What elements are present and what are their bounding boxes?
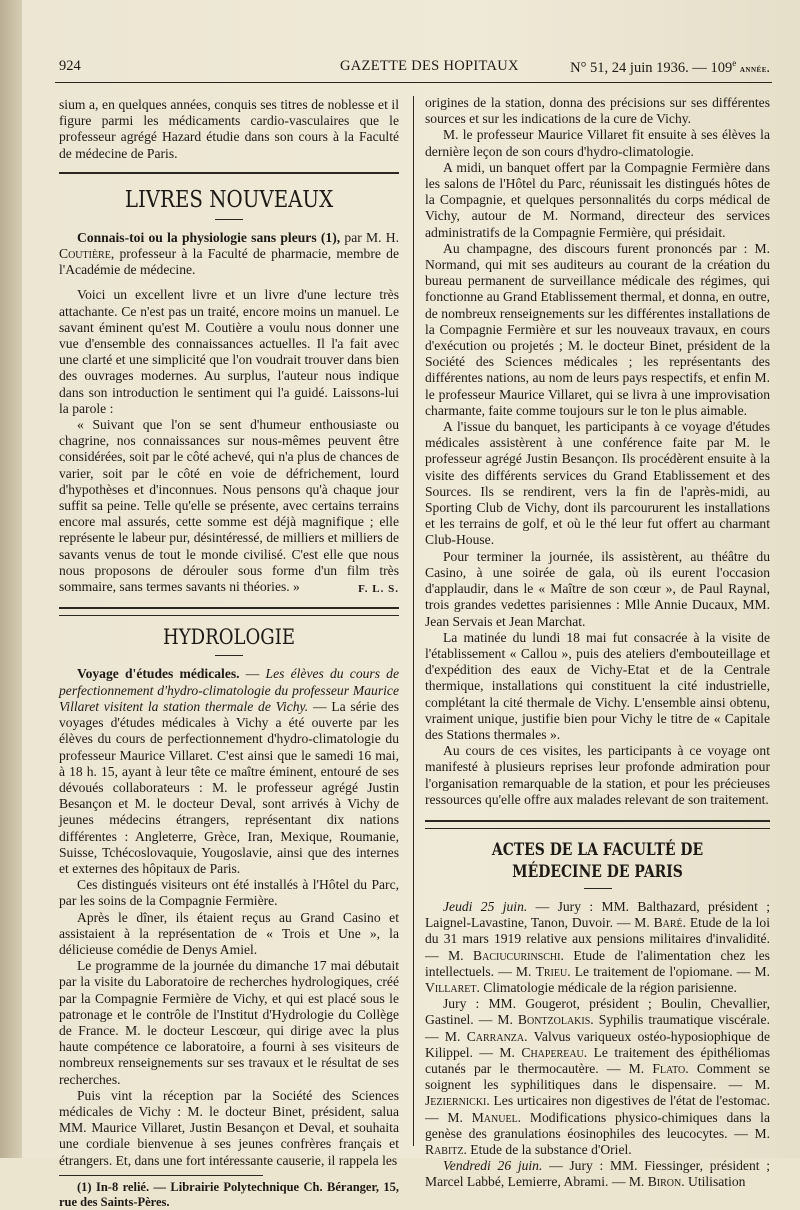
page-spine-shadow [0,0,22,1158]
jeudi-text-a: — Jury : MM. Balthazard, président ; Laignel-Lavastine, Tanon, Duvoir. — M. [425,898,771,931]
right-paragraph-7: La matinée du lundi 18 mai fut consacrée à la visite de l'établissement « Callou », puis des ateliers d'embouteillage et d'expédition des eaux de Vichy-Etat et de la Centrale thermique, installations qui constituent la cité industrielle, complétant la cité thermale de Vichy. L'ensemble ainsi obtenu, vraiment unique, justifie bien pour Vichy le titre de « Capitale des Stations thermales ». [425,629,770,742]
heading-dash [215,219,243,220]
right-column [425,95,770,1191]
voyage-title: Voyage d'études médicales. [77,666,240,682]
actes-faculte-heading: ACTES DE LA FACULTÉ DE MÉDECINE DE PARIS [491,839,704,882]
livres-nouveaux-heading: LIVRES NOUVEAUX [124,186,334,213]
jury2-text-b: Syphilis traumatique viscérale. — M. [425,1012,770,1044]
right-paragraph-8: Au cours de ces visites, les participants à ce voyage ont manifesté à plusieurs reprises leur profonde admiration pour l'organisation remarquable de la station, et pour les précieuses ressources qu'elle offre aux malades relevant de son traitement. [425,743,770,807]
candidate-carranza: Carranza. [466,1028,528,1044]
book-author: Coutière, [59,246,115,262]
jury2-text-a: Jury : MM. Gougerot, président ; Boulin, Chevallier, Gastinel. — M. [425,996,770,1028]
right-paragraph-2: M. le professeur Maurice Villaret fit ensuite à ses élèves la dernière leçon de son cours d'hydro-climatologie. [425,127,770,159]
jury2-text-f: Les urticaires non digestives de l'état de l'estomac. — M. [425,1093,770,1125]
candidate-biron: Biron. [647,1174,685,1190]
left-column [59,97,399,1210]
running-header [55,58,770,80]
vendredi-date: Vendredi 26 juin. [443,1158,543,1174]
review-signature: F. L. S. [358,583,399,596]
book-author-post: professeur à la Faculté de pharmacie, membre de l'Académie de médecine. [59,246,399,278]
voyage-paragraph [59,666,399,877]
candidate-manuel: Manuel. [471,1109,522,1125]
jury2-text-e: Comment se soignent les syphilitiques dans le dispensaire. — M. [425,1060,770,1093]
issue-date [570,58,770,77]
book-author-pre: par M. H. [340,229,399,245]
jury2-text-h: Etude de la substance d'Oriel. [466,1141,632,1157]
footnote-rule [59,1175,263,1176]
column-divider [413,96,414,1146]
candidate-jezierniski: Jezierniсki. [425,1093,490,1109]
candidate-rabitz: Rabitz. [425,1141,467,1157]
header-rule [55,82,772,83]
review-quote: « Suivant que l'on se sent d'humeur enthousiaste ou chagrine, nos connaissances sur nous-mêmes peuvent être considérées, soit par le côté achevé, qui n'a plus de chances de varier, soit par le côté en voie de défrichement, lourd d'hypothèses et d'inconnues. Nous pensons qu'à chaque jour suffit sa peine. Telle qu'elle se présente, avec certains terrains encore mal assurés, cette somme est déjà magnifique ; elle représente le labeur pur, désintéressé, de milliers et milliers de savants venus de tout le monde civilisé. C'est elle que nous nous proposons de dérouler sous forme d'un film très sommaire, sans termes savants ni théories. » [59,417,399,595]
jury2-text-d: Le traitement des épithéliomas cutanés par le thermocautère. — M. [425,1044,770,1076]
journal-title: GAZETTE DES HOPITAUX [340,58,519,74]
candidate-baciucurinschi: Baciucurinschi. [473,947,564,963]
jeudi-entry [425,899,770,996]
book-entry [59,230,399,279]
right-paragraph-1: origines de la station, donna des précisions sur ses différentes sources et sur les indications de la cure de Vichy. [425,95,770,127]
section-separator-thin-2 [425,828,770,829]
issue-year-word: année. [739,63,770,75]
book-title: Connais-toi ou la physiologie sans pleurs (1), [77,229,341,245]
jeudi-text-b: Etude de la loi du 31 mars 1919 relative aux pensions militaires d'invalidité. — M. [425,915,771,963]
jury-2-entry [425,996,770,1158]
actes-heading-wrap [425,839,770,883]
candidate-bontzolakis: Bontzolakis. [517,1012,594,1028]
issue-superscript: e [732,58,737,68]
vendredi-text-b: Utilisation [684,1174,746,1190]
section-separator-thin [59,615,399,616]
candidate-chapereau: Chapereau. [521,1044,588,1060]
jury2-text-c: Valvus variqueux ostéo-hyposiophique de Kilippel. — M. [425,1028,770,1060]
issue-date-text: N° 51, 24 juin 1936. — 109 [570,59,733,76]
jeudi-date: Jeudi 25 juin. [443,898,528,914]
candidate-villaret: Villaret. [425,979,480,995]
section-separator [59,172,399,174]
jeudi-text-d: Le traitement de l'opiomane. — M. [570,963,770,979]
hydro-paragraph-3: Après le dîner, ils étaient reçus au Grand Casino et assistaient à la représentation de « Trois et Une », la délicieuse comédie de Denys Amiel. [59,909,399,957]
section-separator-2 [59,607,399,609]
vendredi-entry [425,1158,770,1190]
candidate-trieu: Trieu. [535,963,571,979]
voyage-dash: — [239,666,266,682]
candidate-flato: Flato. [652,1060,689,1076]
voyage-subtitle: Les élèves du cours de perfectionnement d'hydro-climatologie du professeur Maurice Villaret visitent la station thermale de Vichy. [59,666,400,714]
voyage-text: — La série des voyages d'études médicales à Vichy a été ouverte par les élèves du cours de perfectionnement d'hydro-climatologie du professeur Maurice Villaret. C'est ainsi que le samedi 16 mai, à 18 h. 15, ayant à leur tête ce maître éminent, entouré de ses dévoués collaborateurs : M. le professeur agrégé Justin Besançon et M. le docteur Deval, sont arrivés à Vichy de jeunes médecins étrangers, représentant dix nations différentes : Angleterre, Grèce, Iran, Mexique, Roumanie, Suisse, Tchécoslovaquie, Yougoslavie, ainsi que des internes et externes des hôpitaux de Paris. [59,698,399,876]
right-paragraph-4: Au champagne, des discours furent prononcés par : M. Normand, qui mit ses auditeurs au courant de la création du bureau permanent de surveillance médicale des régimes, qui fonctionne au Grand Etablissement thermal, et donna, en outre, de nombreux renseignements sur les différentes installations de la Compagnie Fermière et sur les nouveaux travaux, en cours d'exécution ou projetés ; M. le docteur Binet, président de la Société des Sciences médicales ; les représentants des différentes nations, au nom de leurs pays respectifs, et enfin M. le professeur Maurice Villaret, qui se livra à une improvisation charmante, faite comme toujours sur le ton le plus aimable. [425,240,770,418]
hydro-heading-wrap [59,624,399,650]
right-paragraph-6: Pour terminer la journée, ils assistèrent, au théâtre du Casino, à une soirée de gala, où ils eurent l'occasion d'applaudir, dans le « Maître de son cœur », de Paul Raynal, trois grandes vedettes parisiennes : Mlle Annie Ducaux, MM. Jean Servais et Jean Marchat. [425,548,770,629]
hydro-paragraph-4: Le programme de la journée du dimanche 17 mai débutait par la visite du Laboratoire de recherches hydrologiques, créé par la Compagnie Fermière de Vichy, et qui est placé sous le patronage et le contrôle de l'Institut d'Hydrologie du Collège de France. M. le docteur Lescœur, qui dirige avec la plus haute compétence ce laboratoire, a fourni à ses visiteurs de nombreux renseignements sur ses travaux et le résultat de ses recherches. [59,958,399,1087]
intro-paragraph: sium a, en quelques années, conquis ses titres de noblesse et il figure parmi les médicaments cardio-vasculaires que le professeur agrégé Hazard étudie dans son cours à la Faculté de médecine de Paris. [59,97,399,161]
hydro-paragraph-2: Ces distingués visiteurs ont été installés à l'Hôtel du Parc, par les soins de la Compagnie Fermière. [59,877,399,909]
review-paragraph-1: Voici un excellent livre et un livre d'une lecture très attachante. Ce n'est pas un traité, encore moins un manuel. Le savant éminent qu'est M. Coutière a voulu nous donner une vue d'ensemble des connaissances actuelles. Il l'a fait avec une clarté et une simplicité que l'on voudrait trouver dans bien des ouvrages modernes. Au surplus, l'auteur nous indique dans son introduction le sentiment qui l'a guidé. Laissons-lui la parole : [59,287,399,416]
page-number: 924 [59,58,81,74]
hydrologie-heading: HYDROLOGIE [162,625,296,650]
footnote: (1) In-8 relié. — Librairie Polytechnique Ch. Béranger, 15, rue des Saints-Pères. [59,1179,399,1209]
vendredi-text-a: — Jury : MM. Fiessinger, président ; Marcel Labbé, Lemierre, Abrami. — M. [425,1158,770,1190]
section-separator-3 [425,820,770,822]
jeudi-text-c: Etude de l'alimentation chez les intellectuels. — M. [425,947,770,979]
heading-dash-2 [215,655,243,656]
heading-dash-3 [584,888,612,889]
jury2-text-g: Modifications physico-chimiques dans la genèse des granulations éosinophiles des leucocytes. — M. [425,1109,770,1141]
hydro-paragraph-5: Puis vint la réception par la Société des Sciences médicales de Vichy : M. le docteur Binet, président, salua MM. Maurice Villaret, Justin Besançon et Deval, et souhaita une cordiale bienvenue à ses jeunes confrères français et étrangers. Et, dans une fort intéressante causerie, il rappela les [59,1087,399,1168]
livres-heading-wrap [59,186,399,214]
right-paragraph-3: A midi, un banquet offert par la Compagnie Fermière dans les salons de l'Hôtel du Parc, réunissait les distingués hôtes de la Compagnie, et quelques personnalités du corps médical de Vichy, autour de M. Normand, directeur des services administratifs de la Compagnie Fermière, qui présidait. [425,159,770,240]
right-paragraph-5: A l'issue du banquet, les participants à ce voyage d'études médicales assistèrent à une conférence faite par M. le professeur agrégé Justin Besançon. Ils procédèrent ensuite à la visite des différents services du Grand Etablissement et des Sources. Ils se rendirent, vers la fin de l'après-midi, au Sporting Club de Vichy, dont ils parcoururent les installations et les terrains de golf, et où le thé leur fut offert au charmant Club-House. [425,419,770,548]
candidate-bare: Baré. [653,915,687,931]
jeudi-text-e: Climatologie médicale de la région parisienne. [479,979,737,995]
